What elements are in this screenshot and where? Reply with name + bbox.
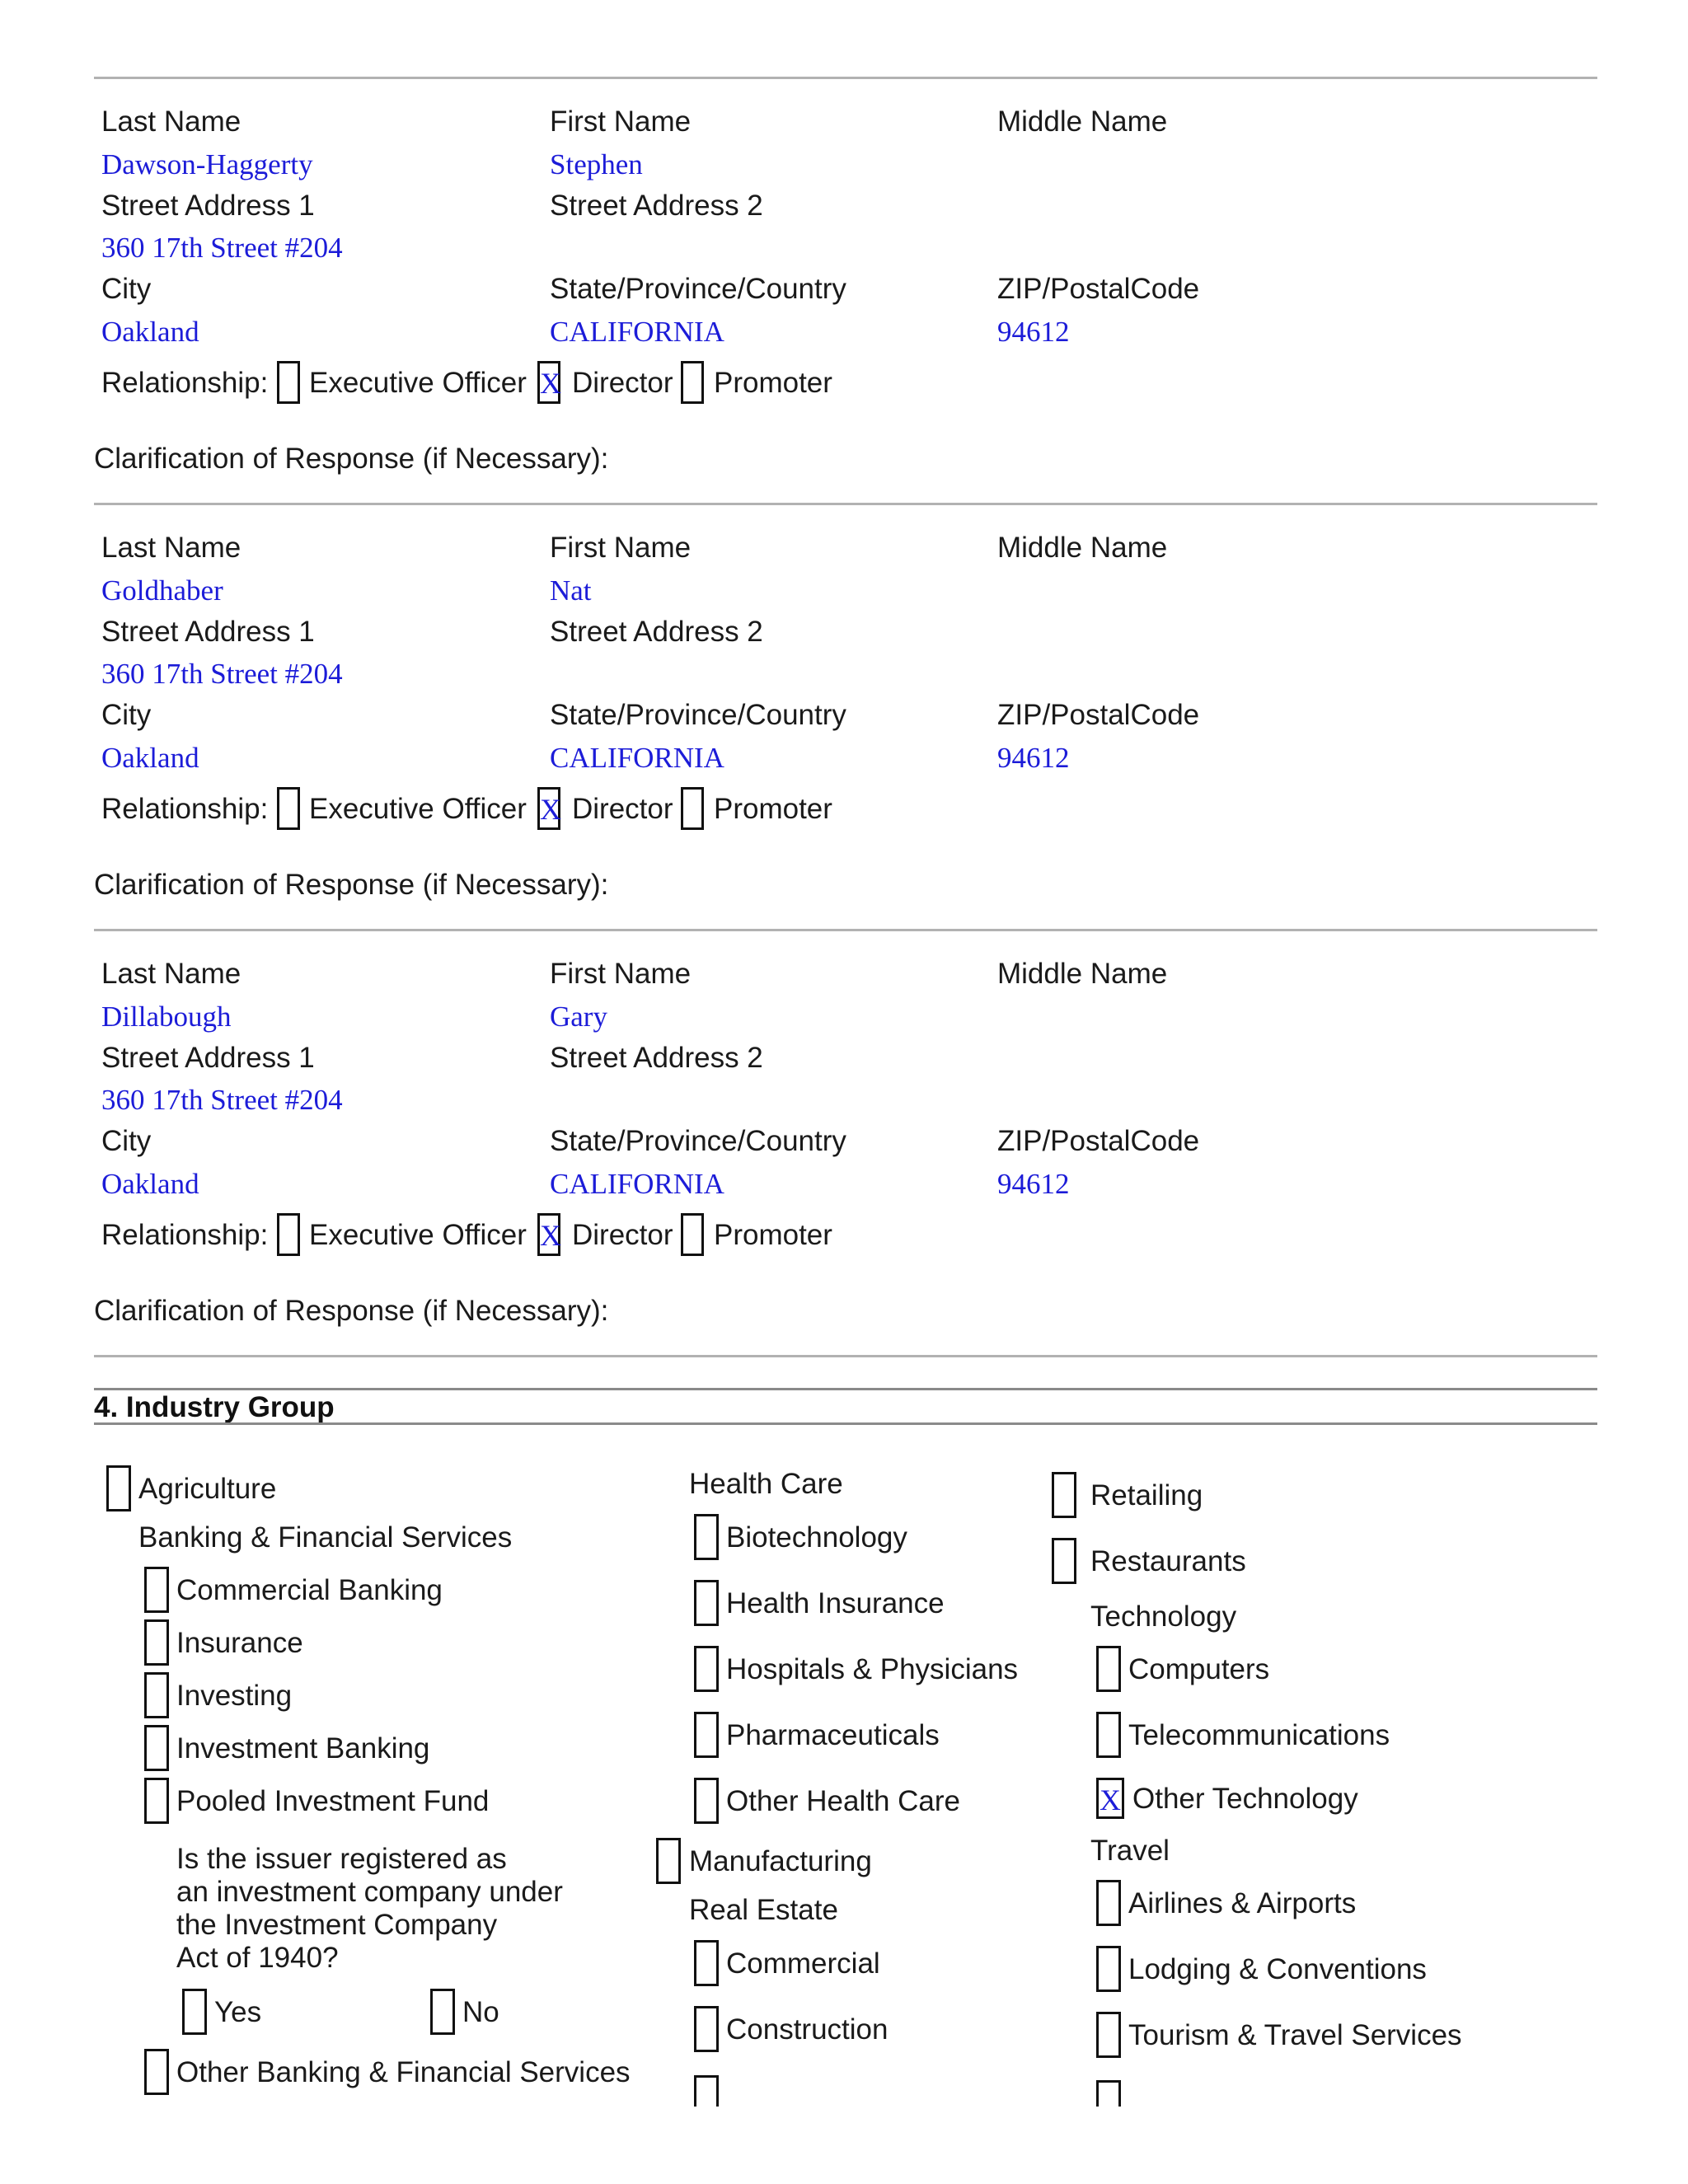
director-label: Director <box>572 1219 673 1251</box>
promoter-label: Promoter <box>714 793 832 825</box>
question-line: Is the issuer registered as <box>176 1843 507 1875</box>
investing-checkbox[interactable] <box>144 1672 169 1718</box>
director-checkbox[interactable] <box>537 361 560 404</box>
other-technology-label: Other Technology <box>1132 1783 1358 1815</box>
promoter-checkbox[interactable] <box>681 1213 704 1256</box>
health-insurance-checkbox[interactable] <box>694 1580 719 1626</box>
pooled-investment-fund-checkbox[interactable] <box>144 1778 169 1824</box>
state-value: CALIFORNIA <box>550 742 724 774</box>
travel-heading: Travel <box>1090 1835 1170 1867</box>
no-label: No <box>462 1996 499 2028</box>
first-name-label: First Name <box>550 105 692 138</box>
yes-checkbox[interactable] <box>182 1989 207 2035</box>
investing-label: Investing <box>176 1680 293 1712</box>
section-divider <box>94 77 1597 79</box>
section-divider <box>94 929 1597 931</box>
executive-officer-checkbox[interactable] <box>277 1213 300 1256</box>
middle-name-label: Middle Name <box>997 958 1168 990</box>
clarification-label: Clarification of Response (if Necessary): <box>94 869 609 901</box>
promoter-label: Promoter <box>714 1219 832 1251</box>
retailing-checkbox[interactable] <box>1052 1472 1076 1518</box>
director-label: Director <box>572 367 673 399</box>
hospitals-checkbox[interactable] <box>694 1646 719 1692</box>
pooled-investment-fund-label: Pooled Investment Fund <box>176 1785 490 1817</box>
investment-banking-checkbox[interactable] <box>144 1725 169 1771</box>
retailing-label: Retailing <box>1090 1479 1203 1511</box>
health-care-heading: Health Care <box>689 1468 843 1500</box>
checkbox-mark: X <box>540 793 561 826</box>
lodging-label: Lodging & Conventions <box>1128 1953 1427 1985</box>
hospitals-label: Hospitals & Physicians <box>726 1653 1019 1685</box>
agriculture-checkbox[interactable] <box>106 1465 131 1511</box>
street1-label: Street Address 1 <box>101 1042 315 1074</box>
telecommunications-label: Telecommunications <box>1128 1719 1390 1751</box>
street1-value: 360 17th Street #204 <box>101 232 343 264</box>
biotechnology-label: Biotechnology <box>726 1521 907 1554</box>
manufacturing-checkbox[interactable] <box>656 1838 681 1884</box>
street2-label: Street Address 2 <box>550 190 763 222</box>
lodging-checkbox[interactable] <box>1096 1946 1121 1992</box>
section-divider <box>94 503 1597 505</box>
checkbox-mark: X <box>1100 1783 1121 1816</box>
tourism-checkbox[interactable] <box>1096 2012 1121 2058</box>
zip-label: ZIP/PostalCode <box>997 273 1200 305</box>
street2-label: Street Address 2 <box>550 616 763 648</box>
airlines-checkbox[interactable] <box>1096 1880 1121 1926</box>
first-name-value: Stephen <box>550 148 643 180</box>
checkbox-partial[interactable] <box>694 2075 719 2107</box>
banking-heading: Banking & Financial Services <box>138 1521 513 1554</box>
city-label: City <box>101 699 152 731</box>
clarification-label: Clarification of Response (if Necessary): <box>94 443 609 475</box>
city-label: City <box>101 1125 152 1157</box>
construction-label: Construction <box>726 2013 889 2046</box>
executive-officer-label: Executive Officer <box>309 793 527 825</box>
executive-officer-label: Executive Officer <box>309 367 527 399</box>
construction-checkbox[interactable] <box>694 2006 719 2052</box>
last-name-value: Dillabough <box>101 1001 232 1033</box>
city-value: Oakland <box>101 742 199 774</box>
first-name-value: Gary <box>550 1001 607 1033</box>
other-health-care-checkbox[interactable] <box>694 1778 719 1824</box>
state-value: CALIFORNIA <box>550 1168 724 1200</box>
computers-label: Computers <box>1128 1653 1270 1685</box>
heading-bottom-rule <box>94 1422 1597 1425</box>
insurance-label: Insurance <box>176 1627 303 1659</box>
zip-value: 94612 <box>997 316 1070 348</box>
last-name-label: Last Name <box>101 105 241 138</box>
first-name-label: First Name <box>550 532 692 564</box>
yes-label: Yes <box>214 1996 262 2028</box>
heading-top-rule <box>94 1388 1597 1390</box>
street1-label: Street Address 1 <box>101 190 315 222</box>
last-name-value: Dawson-Haggerty <box>101 148 313 180</box>
checkbox-mark: X <box>540 1219 561 1252</box>
relationship-label: Relationship: <box>101 793 269 825</box>
executive-officer-label: Executive Officer <box>309 1219 527 1251</box>
industry-group-heading: 4. Industry Group <box>94 1391 335 1423</box>
zip-label: ZIP/PostalCode <box>997 699 1200 731</box>
promoter-checkbox[interactable] <box>681 361 704 404</box>
restaurants-label: Restaurants <box>1090 1545 1246 1577</box>
state-value: CALIFORNIA <box>550 316 724 348</box>
state-label: State/Province/Country <box>550 273 846 305</box>
middle-name-label: Middle Name <box>997 105 1168 138</box>
question-line: Act of 1940? <box>176 1942 339 1974</box>
other-banking-label: Other Banking & Financial Services <box>176 2056 631 2088</box>
agriculture-label: Agriculture <box>138 1473 277 1505</box>
director-label: Director <box>572 793 673 825</box>
checkbox-partial[interactable] <box>1096 2080 1121 2107</box>
health-insurance-label: Health Insurance <box>726 1587 945 1619</box>
clarification-label: Clarification of Response (if Necessary): <box>94 1295 609 1327</box>
telecommunications-checkbox[interactable] <box>1096 1712 1121 1758</box>
zip-value: 94612 <box>997 1168 1070 1200</box>
state-label: State/Province/Country <box>550 699 846 731</box>
commercial-banking-label: Commercial Banking <box>176 1574 443 1606</box>
commercial-label: Commercial <box>726 1947 880 1980</box>
insurance-checkbox[interactable] <box>144 1619 169 1666</box>
state-label: State/Province/Country <box>550 1125 846 1157</box>
no-checkbox[interactable] <box>430 1989 455 2035</box>
computers-checkbox[interactable] <box>1096 1646 1121 1692</box>
director-checkbox[interactable] <box>537 787 560 830</box>
street1-label: Street Address 1 <box>101 616 315 648</box>
street1-value: 360 17th Street #204 <box>101 658 343 690</box>
zip-value: 94612 <box>997 742 1070 774</box>
city-label: City <box>101 273 152 305</box>
director-checkbox[interactable] <box>537 1213 560 1256</box>
investment-banking-label: Investment Banking <box>176 1732 430 1765</box>
restaurants-checkbox[interactable] <box>1052 1538 1076 1584</box>
city-value: Oakland <box>101 316 199 348</box>
real-estate-heading: Real Estate <box>689 1894 838 1926</box>
checkbox-mark: X <box>540 367 561 400</box>
other-health-care-label: Other Health Care <box>726 1785 961 1817</box>
relationship-label: Relationship: <box>101 367 269 399</box>
airlines-label: Airlines & Airports <box>1128 1887 1357 1919</box>
executive-officer-checkbox[interactable] <box>277 361 300 404</box>
zip-label: ZIP/PostalCode <box>997 1125 1200 1157</box>
tourism-label: Tourism & Travel Services <box>1128 2019 1462 2051</box>
manufacturing-label: Manufacturing <box>689 1845 872 1877</box>
other-banking-checkbox[interactable] <box>144 2049 169 2095</box>
last-name-value: Goldhaber <box>101 574 223 607</box>
relationship-label: Relationship: <box>101 1219 269 1251</box>
commercial-checkbox[interactable] <box>694 1940 719 1986</box>
first-name-value: Nat <box>550 574 592 607</box>
pharmaceuticals-label: Pharmaceuticals <box>726 1719 940 1751</box>
first-name-label: First Name <box>550 958 692 990</box>
pharmaceuticals-checkbox[interactable] <box>694 1712 719 1758</box>
executive-officer-checkbox[interactable] <box>277 787 300 830</box>
last-name-label: Last Name <box>101 532 241 564</box>
city-value: Oakland <box>101 1168 199 1200</box>
other-technology-checkbox[interactable] <box>1096 1778 1124 1819</box>
promoter-checkbox[interactable] <box>681 787 704 830</box>
section-divider <box>94 1355 1597 1357</box>
promoter-label: Promoter <box>714 367 832 399</box>
biotechnology-checkbox[interactable] <box>694 1514 719 1560</box>
technology-heading: Technology <box>1090 1601 1237 1633</box>
last-name-label: Last Name <box>101 958 241 990</box>
street1-value: 360 17th Street #204 <box>101 1084 343 1116</box>
question-line: the Investment Company <box>176 1909 498 1941</box>
middle-name-label: Middle Name <box>997 532 1168 564</box>
commercial-banking-checkbox[interactable] <box>144 1567 169 1613</box>
street2-label: Street Address 2 <box>550 1042 763 1074</box>
question-line: an investment company under <box>176 1876 563 1908</box>
